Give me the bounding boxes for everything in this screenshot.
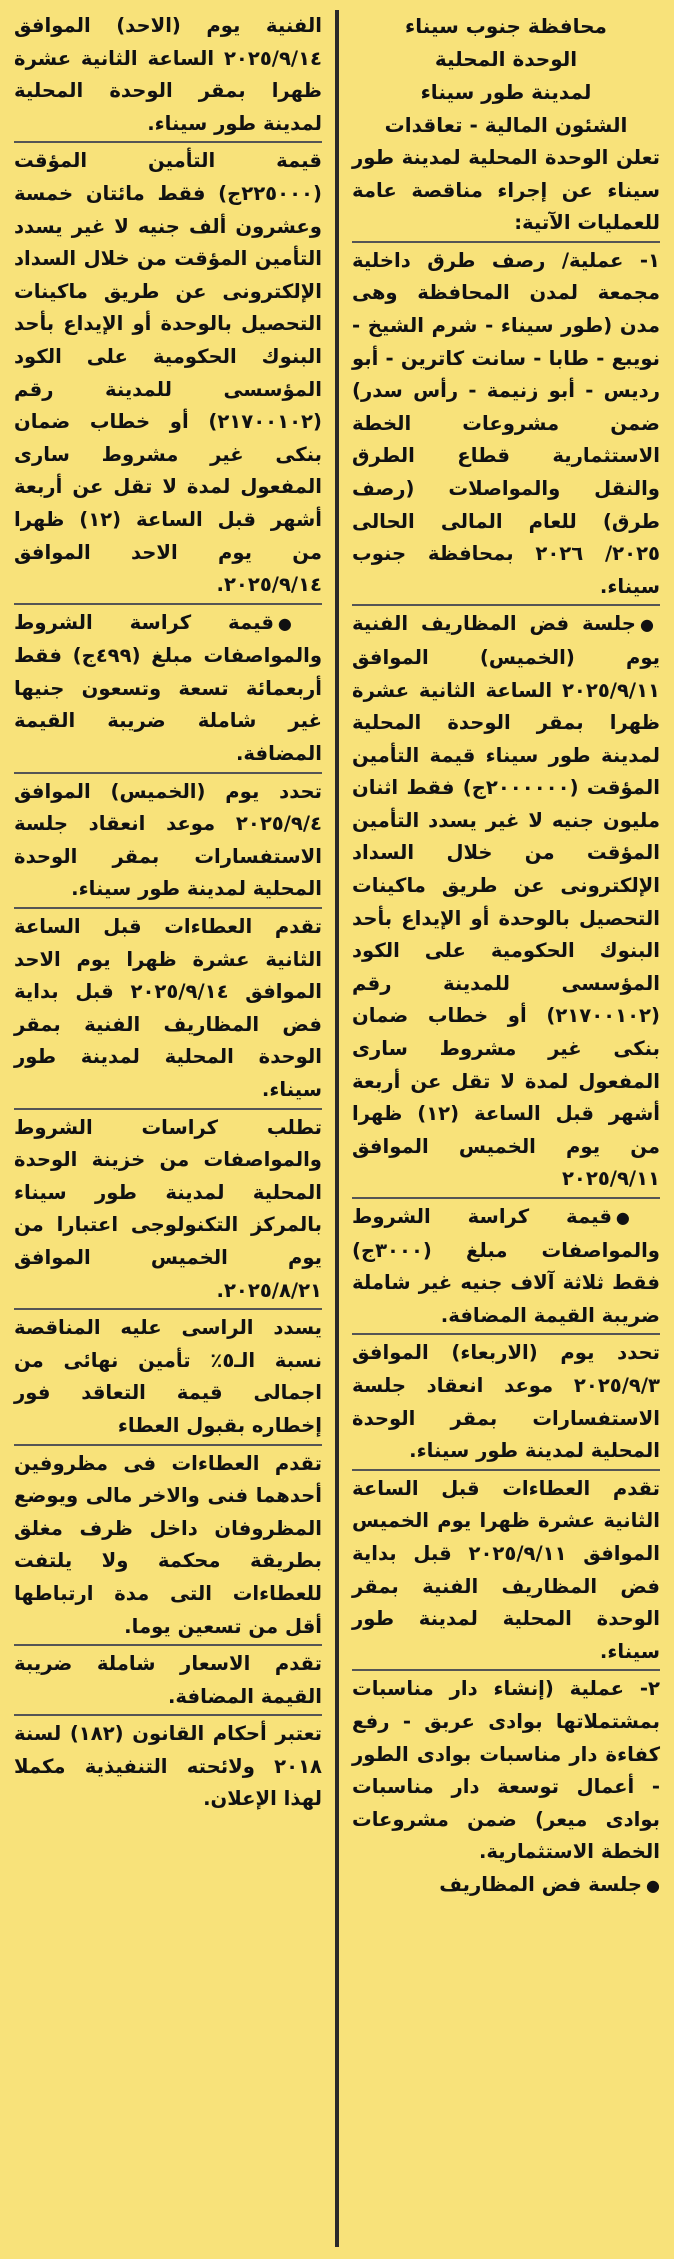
item-2-insurance: قيمة التأمين المؤقت (٢٢٥٠٠٠ج) فقط مائتان خمسة وعشرون ألف جنيه لا غير يسدد التأمين المؤقت من خلال السداد الإلكترونى عن طريق ماكينات التحصيل بالوحدة أو الإيداع بأحد البنوك الحكومية على الكود المؤسسى للمدينة رقم (٢١٧٠٠١٠٢) أو خطاب ضمان بنكى غير مشروط سارى المفعول لمدة لا تقل عن أربعة أشهر قبل الساعة (١٢) ظهرا من يوم الاحد الموافق ٢٠٢٥/٩/١٤.: [14, 149, 322, 597]
section-divider: [14, 772, 322, 774]
section-divider: [14, 1108, 322, 1110]
bullet-icon: ●: [615, 1208, 661, 1227]
general-envelopes: تقدم العطاءات فى مظروفين أحدهما فنى والاخر مالى ويوضع المظروفان داخل ظرف مغلق بطريقة محكمة ولا يلتفت للعطاءات التى مدة ارتباطها أقل من تسعين يوما.: [14, 1451, 322, 1638]
left-column: [6, 10, 330, 2259]
item-1-inquiry: تحدد يوم (الاربعاء) الموافق ٢٠٢٥/٩/٣ موعد انعقاد جلسة الاستفسارات بمقر الوحدة المحلية لمدينة طور سيناء.: [352, 1341, 660, 1463]
item-2-booklet: قيمة كراسة الشروط والمواصفات مبلغ (٤٩٩ج) فقط أربعمائة تسعة وتسعون جنيها غير شاملة ضريبة القيمة المضافة.: [14, 610, 322, 766]
item-2-bids: تقدم العطاءات قبل الساعة الثانية عشرة ظهرا يوم الاحد الموافق ٢٠٢٥/٩/١٤ قبل بداية فض المظاريف الفنية بمقر الوحدة المحلية لمدينة طور سيناء.: [14, 915, 323, 1101]
general-final-insurance: يسدد الراسى عليه المناقصة نسبة الـ٥٪ تأمين نهائى من اجمالى قيمة التعاقد فور إخطاره بقبول العطاء: [14, 1316, 322, 1437]
bullet-icon: ●: [639, 615, 660, 635]
item-1-bids: تقدم العطاءات قبل الساعة الثانية عشرة ظهرا يوم الخميس الموافق ٢٠٢٥/٩/١١ قبل بداية فض المظاريف الفنية بمقر الوحدة المحلية لمدينة طور سيناء.: [352, 1476, 661, 1663]
general-law: تعتبر أحكام القانون (١٨٢) لسنة ٢٠١٨ ولائحته التنفيذية مكملا لهذا الإعلان.: [14, 1722, 323, 1811]
item-1-booklet-paragraph: [352, 1201, 660, 1332]
item-2-description: ٢- عملية (إنشاء دار مناسبات بمشتملاتها بوادى عربق - رفع كفاءة دار مناسبات بوادى الطور - أعمال توسعة دار مناسبات بوادى ميعر) ضمن مشروعات الخطة الاستثمارية.: [352, 1677, 660, 1864]
section-divider: [14, 1644, 322, 1646]
section-divider: [352, 1333, 660, 1335]
local-unit-title: الوحدة المحلية: [434, 47, 578, 71]
section-divider: [14, 603, 322, 605]
department-title: الشئون المالية - تعاقدات: [384, 113, 628, 137]
section-divider: [14, 1308, 322, 1310]
bullet-icon: ●: [646, 1875, 660, 1895]
section-divider: [14, 907, 322, 909]
item-2-session-start-paragraph: [352, 1869, 660, 1903]
item-2-session-start: جلسة فض المظاريف: [439, 1872, 643, 1896]
right-column: [344, 10, 668, 2259]
city-title: لمدينة طور سيناء: [420, 80, 592, 104]
general-booklets: تطلب كراسات الشروط والمواصفات من خزينة الوحدة المحلية لمدينة طور سيناء بالمركز التكنولوجى اعتبارا من يوم الخميس الموافق ٢٠٢٥/٨/٢١.: [14, 1115, 322, 1302]
governorate-title: محافظة جنوب سيناء: [405, 14, 607, 38]
section-divider: [352, 604, 660, 606]
item-1-session: جلسة فض المظاريف الفنية يوم (الخميس) الموافق ٢٠٢٥/٩/١١ الساعة الثانية عشرة ظهرا بمقر الوحدة المحلية لمدينة طور سيناء قيمة التأمين المؤقت (٢٠٠٠٠٠٠ج) فقط اثنان مليون جنيه لا غير يسدد التأمين المؤقت من خلال السداد الإلكترونى عن طريق ماكينات التحصيل بالوحدة أو الإيداع بأحد البنوك الحكومية على الكود المؤسسى للمدينة رقم (٢١٧٠٠١٠٢) أو خطاب ضمان بنكى غير مشروط سارى المفعول لمدة لا تقل عن أربعة أشهر قبل الساعة (١٢) ظهرا من يوم الخميس الموافق ٢٠٢٥/٩/١١: [352, 612, 660, 1191]
section-divider: [14, 141, 322, 143]
section-divider: [14, 1444, 322, 1446]
announcement-intro: تعلن الوحدة المحلية لمدينة طور سيناء عن إجراء مناقصة عامة للعمليات الآتية:: [352, 146, 660, 235]
item-2-session-cont: الفنية يوم (الاحد) الموافق ٢٠٢٥/٩/١٤ الساعة الثانية عشرة ظهرا بمقر الوحدة المحلية لمدينة طور سيناء.: [14, 14, 322, 135]
item-1-session-paragraph: [352, 608, 660, 1196]
section-divider: [352, 1669, 660, 1671]
item-2-inquiry: تحدد يوم (الخميس) الموافق ٢٠٢٥/٩/٤ موعد انعقاد جلسة الاستفسارات بمقر الوحدة المحلية لمدينة طور سيناء.: [14, 779, 322, 901]
item-1-booklet: قيمة كراسة الشروط والمواصفات مبلغ (٣٠٠٠ج) فقط ثلاثة آلاف جنيه غير شاملة ضريبة القيمة المضافة.: [352, 1205, 660, 1327]
bullet-icon: ●: [277, 613, 323, 633]
general-prices: تقدم الاسعار شاملة ضريبة القيمة المضافة.: [14, 1652, 322, 1708]
item-2-booklet-paragraph: [14, 607, 322, 771]
section-divider: [14, 1714, 322, 1716]
section-divider: [352, 1197, 660, 1199]
item-1-description: ١- عملية/ رصف طرق داخلية مجمعة لمدن المحافظة وهى مدن (طور سيناء - شرم الشيخ - نويبع - طابا - سانت كاترين - أبو رديس - أبو زنيمة - رأس سدر) ضمن مشروعات الخطة الاستثمارية قطاع الطرق والنقل والمواصلات (رصف طرق) للعام المالى الحالى ٢٠٢٥/ ٢٠٢٦ بمحافظة جنوب سيناء.: [352, 248, 660, 598]
section-divider: [352, 241, 660, 243]
section-divider: [352, 1469, 660, 1471]
column-divider: [335, 10, 339, 2247]
